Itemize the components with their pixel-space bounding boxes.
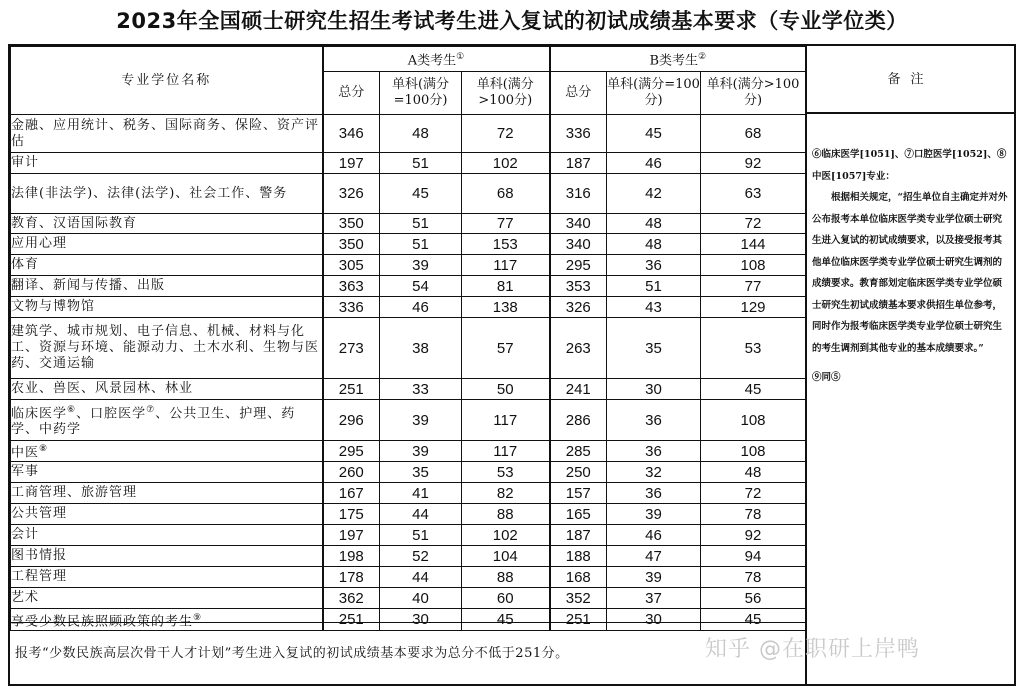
row-major-name — [11, 441, 323, 462]
header-b-total: 总分 — [550, 72, 607, 115]
row-a-total: 251 — [323, 609, 380, 631]
row-major-name: 金融、应用统计、税务、国际商务、保险、资产评估 — [11, 115, 323, 153]
row-b-single-100: 47 — [607, 546, 701, 567]
row-b-single-100: 42 — [607, 174, 701, 214]
row-b-single-gt100: 108 — [701, 400, 806, 441]
table-row — [11, 297, 806, 318]
score-table-frame — [8, 44, 1016, 686]
row-major-name: 文物与博物馆 — [11, 297, 323, 318]
row-b-single-100: 46 — [607, 525, 701, 546]
row-a-total: 167 — [323, 483, 380, 504]
row-b-total: 353 — [550, 276, 607, 297]
row-b-total: 286 — [550, 400, 607, 441]
row-a-total: 326 — [323, 174, 380, 214]
row-a-total: 363 — [323, 276, 380, 297]
row-a-total: 346 — [323, 115, 380, 153]
header-b-single-100: 单科(满分=100分) — [607, 72, 701, 115]
row-a-single-gt100: 72 — [462, 115, 550, 153]
table-row — [11, 588, 806, 609]
row-b-single-gt100: 72 — [701, 483, 806, 504]
row-major-name-text: 享受少数民族照顾政策的考生 — [11, 613, 194, 629]
row-b-single-100: 30 — [607, 609, 701, 631]
row-a-total: 295 — [323, 441, 380, 462]
header-major-name: 专业学位名称 — [11, 47, 323, 115]
row-a-single-100: 38 — [380, 318, 462, 379]
row-major-name: 会计 — [11, 525, 323, 546]
table-row — [11, 483, 806, 504]
row-a-total: 296 — [323, 400, 380, 441]
row-major-name: 教育、汉语国际教育 — [11, 214, 323, 234]
row-b-total: 316 — [550, 174, 607, 214]
row-major-name-part3: 、公共卫生、护理、药学、中药学 — [11, 406, 296, 438]
row-a-single-100: 51 — [380, 153, 462, 174]
row-b-single-gt100: 144 — [701, 234, 806, 255]
row-b-single-100: 37 — [607, 588, 701, 609]
row-a-single-100: 51 — [380, 525, 462, 546]
row-b-single-gt100: 56 — [701, 588, 806, 609]
footnote-8-marker: ⑧ — [39, 444, 49, 454]
row-b-single-gt100: 108 — [701, 441, 806, 462]
table-row — [11, 441, 806, 462]
row-b-single-100: 48 — [607, 234, 701, 255]
row-a-single-100: 48 — [380, 115, 462, 153]
row-a-single-100: 33 — [380, 379, 462, 400]
table-row — [11, 525, 806, 546]
header-a-single-100: 单科(满分=100分) — [380, 72, 462, 115]
footnote-9-marker: ⑨ — [193, 612, 203, 623]
row-a-single-100: 51 — [380, 234, 462, 255]
row-b-single-gt100: 78 — [701, 504, 806, 525]
table-row — [11, 504, 806, 525]
header-group-b-label: B类考生 — [649, 53, 699, 69]
row-b-total: 187 — [550, 525, 607, 546]
row-b-total: 340 — [550, 214, 607, 234]
row-a-single-100: 52 — [380, 546, 462, 567]
table-row — [11, 400, 806, 441]
row-major-name-part2: 、口腔医学 — [76, 406, 147, 422]
row-a-single-100: 44 — [380, 504, 462, 525]
row-major-name — [11, 400, 323, 441]
row-b-single-gt100: 78 — [701, 567, 806, 588]
remark-minority-note: ⑨同⑤ — [812, 372, 841, 383]
row-b-total: 165 — [550, 504, 607, 525]
row-major-name: 建筑学、城市规划、电子信息、机械、材料与化工、资源与环境、能源动力、土木水利、生物与医药、交通运输 — [11, 318, 323, 379]
row-a-single-100: 51 — [380, 214, 462, 234]
row-b-single-gt100: 92 — [701, 525, 806, 546]
row-major-name: 农业、兽医、风景园林、林业 — [11, 379, 323, 400]
row-b-single-gt100: 72 — [701, 214, 806, 234]
row-b-single-gt100: 92 — [701, 153, 806, 174]
row-b-single-gt100: 45 — [701, 609, 806, 631]
row-major-name: 法律(非法学)、法律(法学)、社会工作、警务 — [11, 174, 323, 214]
header-a-total: 总分 — [323, 72, 380, 115]
row-a-single-gt100: 117 — [462, 400, 550, 441]
row-b-single-gt100: 53 — [701, 318, 806, 379]
table-row — [11, 234, 806, 255]
row-a-single-gt100: 53 — [462, 462, 550, 483]
row-b-single-gt100: 45 — [701, 379, 806, 400]
row-major-name: 翻译、新闻与传播、出版 — [11, 276, 323, 297]
row-a-single-100: 46 — [380, 297, 462, 318]
row-b-single-100: 48 — [607, 214, 701, 234]
row-a-single-100: 44 — [380, 567, 462, 588]
header-group-b-note: ② — [698, 51, 707, 62]
row-major-name: 工程管理 — [11, 567, 323, 588]
row-major-name: 艺术 — [11, 588, 323, 609]
row-a-single-100: 39 — [380, 400, 462, 441]
footnote-text: 报考“少数民族高层次骨干人才计划”考生进入复试的初试成绩基本要求为总分不低于251分。 — [10, 622, 805, 684]
remarks-column — [805, 46, 1014, 684]
page-title: 2023年全国硕士研究生招生考试考生进入复试的初试成绩基本要求（专业学位类） — [116, 9, 908, 33]
row-a-total: 175 — [323, 504, 380, 525]
row-b-single-gt100: 129 — [701, 297, 806, 318]
row-b-single-100: 36 — [607, 441, 701, 462]
row-b-total: 250 — [550, 462, 607, 483]
row-major-name: 审计 — [11, 153, 323, 174]
row-a-single-100: 45 — [380, 174, 462, 214]
row-b-total: 263 — [550, 318, 607, 379]
row-b-single-gt100: 94 — [701, 546, 806, 567]
table-row — [11, 115, 806, 153]
row-a-single-gt100: 50 — [462, 379, 550, 400]
header-a-single-gt100: 单科(满分>100分) — [462, 72, 550, 115]
row-b-single-100: 46 — [607, 153, 701, 174]
row-major-name: 工商管理、旅游管理 — [11, 483, 323, 504]
row-b-single-100: 36 — [607, 255, 701, 276]
row-a-single-100: 30 — [380, 609, 462, 631]
row-a-total: 350 — [323, 214, 380, 234]
row-a-total: 362 — [323, 588, 380, 609]
row-a-total: 197 — [323, 153, 380, 174]
row-b-total: 241 — [550, 379, 607, 400]
row-a-single-100: 35 — [380, 462, 462, 483]
row-a-single-gt100: 68 — [462, 174, 550, 214]
row-a-single-gt100: 102 — [462, 153, 550, 174]
table-row — [11, 276, 806, 297]
row-a-total: 273 — [323, 318, 380, 379]
header-group-a-label: A类考生 — [407, 53, 457, 69]
remarks-header: 备注 — [807, 46, 1014, 114]
header-group-a-note: ① — [456, 51, 465, 62]
header-group-a — [323, 47, 550, 72]
row-a-total: 336 — [323, 297, 380, 318]
row-b-total: 295 — [550, 255, 607, 276]
row-b-single-100: 43 — [607, 297, 701, 318]
table-row — [11, 174, 806, 214]
row-a-single-100: 40 — [380, 588, 462, 609]
table-row — [11, 318, 806, 379]
row-a-single-100: 39 — [380, 441, 462, 462]
row-major-name: 公共管理 — [11, 504, 323, 525]
row-a-single-gt100: 138 — [462, 297, 550, 318]
row-a-single-100: 54 — [380, 276, 462, 297]
row-a-total: 198 — [323, 546, 380, 567]
row-b-single-gt100: 48 — [701, 462, 806, 483]
footnote-7-marker: ⑦ — [146, 404, 156, 415]
row-major-name: 应用心理 — [11, 234, 323, 255]
table-row — [11, 255, 806, 276]
row-a-single-gt100: 104 — [462, 546, 550, 567]
row-a-single-gt100: 153 — [462, 234, 550, 255]
row-a-single-gt100: 81 — [462, 276, 550, 297]
row-b-total: 251 — [550, 609, 607, 631]
header-group-b — [550, 47, 806, 72]
row-b-total: 352 — [550, 588, 607, 609]
row-a-single-gt100: 60 — [462, 588, 550, 609]
header-b-single-gt100: 单科(满分>100分) — [701, 72, 806, 115]
row-b-single-100: 39 — [607, 567, 701, 588]
table-row — [11, 153, 806, 174]
row-major-name-part1: 临床医学 — [11, 406, 68, 422]
table-row — [11, 462, 806, 483]
row-a-single-100: 39 — [380, 255, 462, 276]
row-major-name: 军事 — [11, 462, 323, 483]
row-a-total: 178 — [323, 567, 380, 588]
row-b-total: 157 — [550, 483, 607, 504]
row-a-single-gt100: 77 — [462, 214, 550, 234]
row-b-single-gt100: 108 — [701, 255, 806, 276]
row-b-single-gt100: 68 — [701, 115, 806, 153]
table-row — [11, 214, 806, 234]
row-b-single-100: 51 — [607, 276, 701, 297]
score-table — [10, 46, 806, 631]
remark-clinical-heading: ⑥临床医学[1051]、⑦口腔医学[1052]、⑧中医[1057]专业： — [812, 149, 1007, 182]
row-major-name: 图书情报 — [11, 546, 323, 567]
row-b-single-100: 30 — [607, 379, 701, 400]
row-a-single-100: 41 — [380, 483, 462, 504]
row-a-total: 305 — [323, 255, 380, 276]
row-a-total: 251 — [323, 379, 380, 400]
row-b-single-gt100: 63 — [701, 174, 806, 214]
row-a-total: 350 — [323, 234, 380, 255]
remark-clinical-text: 根据相关规定，“招生单位自主确定并对外公布报考本单位临床医学类专业学位硕士研究生进入复试的初试成绩要求，以及接受报考其他单位临床医学类专业学位硕士研究生调剂的成绩要求。教育部划定临床医学类专业学位硕士研究生初试成绩基本要求供招生单位参考，同时作为报考临床医学类专业学位硕士研究生的考生调剂到其他专业的基本成绩要求。” — [812, 192, 1008, 354]
zhihu-watermark: 知乎 @在职研上岸鸭 — [705, 637, 920, 662]
row-a-single-gt100: 117 — [462, 255, 550, 276]
row-b-total: 285 — [550, 441, 607, 462]
row-b-single-100: 39 — [607, 504, 701, 525]
row-b-single-100: 32 — [607, 462, 701, 483]
row-a-single-gt100: 57 — [462, 318, 550, 379]
row-a-single-gt100: 88 — [462, 567, 550, 588]
table-row — [11, 379, 806, 400]
row-a-single-gt100: 82 — [462, 483, 550, 504]
row-b-single-100: 35 — [607, 318, 701, 379]
table-row — [11, 546, 806, 567]
row-b-total: 336 — [550, 115, 607, 153]
row-major-name: 体育 — [11, 255, 323, 276]
row-b-single-100: 45 — [607, 115, 701, 153]
row-major-name-text: 中医 — [11, 445, 40, 461]
row-b-single-100: 36 — [607, 483, 701, 504]
row-b-total: 187 — [550, 153, 607, 174]
row-a-total: 197 — [323, 525, 380, 546]
row-b-total: 326 — [550, 297, 607, 318]
row-a-single-gt100: 102 — [462, 525, 550, 546]
row-b-single-100: 36 — [607, 400, 701, 441]
row-b-single-gt100: 77 — [701, 276, 806, 297]
row-b-total: 188 — [550, 546, 607, 567]
row-b-total: 340 — [550, 234, 607, 255]
remarks-body — [807, 114, 1014, 389]
row-a-total: 260 — [323, 462, 380, 483]
footnote-6-marker: ⑥ — [67, 404, 77, 415]
table-row — [11, 567, 806, 588]
row-a-single-gt100: 117 — [462, 441, 550, 462]
row-a-single-gt100: 45 — [462, 609, 550, 631]
row-a-single-gt100: 88 — [462, 504, 550, 525]
row-b-total: 168 — [550, 567, 607, 588]
